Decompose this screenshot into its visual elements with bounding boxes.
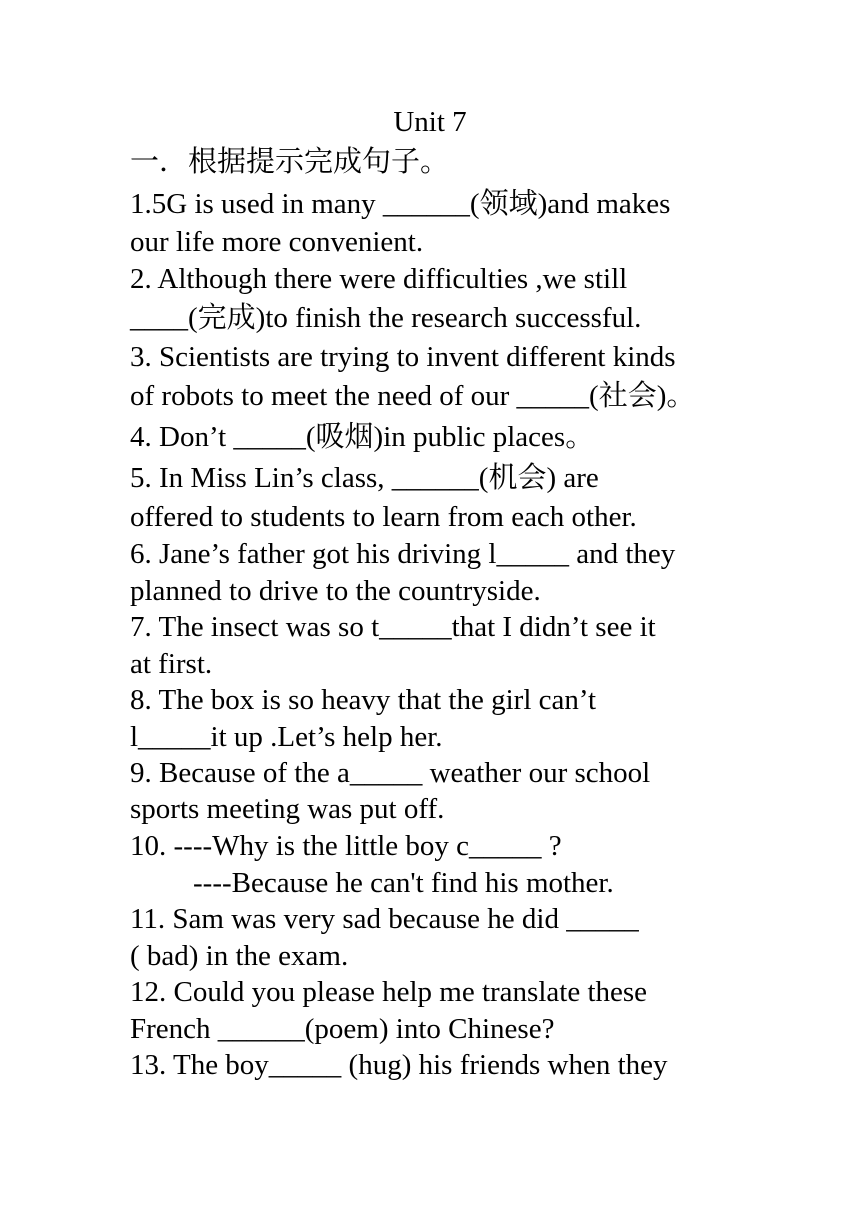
text-line: l_____it up .Let’s help her. (130, 721, 443, 753)
text-line: 1.5G is used in many ______(领域)and makes (130, 188, 671, 220)
text-line: French ______(poem) into Chinese? (130, 1013, 555, 1045)
text-line: 10. ----Why is the little boy c_____ ? (130, 830, 562, 862)
text-line: 5. In Miss Lin’s class, ______(机会) are (130, 462, 599, 494)
text-line: ----Because he can't find his mother. (193, 867, 614, 899)
text-line: ( bad) in the exam. (130, 940, 349, 972)
text-line: 13. The boy_____ (hug) his friends when they (130, 1049, 668, 1081)
text-line: our life more convenient. (130, 226, 424, 258)
page-title: Unit 7 (393, 106, 467, 138)
text-line: 3. Scientists are trying to invent different kinds (130, 341, 676, 373)
text-line: 7. The insect was so t_____that I didn’t see it (130, 611, 656, 643)
text-line: ____(完成)to finish the research successful. (130, 302, 642, 334)
text-line: 9. Because of the a_____ weather our school (130, 757, 651, 789)
text-line: 6. Jane’s father got his driving l_____ and they (130, 538, 676, 570)
section-heading: 一．根据提示完成句子。 (130, 146, 450, 178)
text-line: 12. Could you please help me translate these (130, 976, 648, 1008)
text-line: offered to students to learn from each other. (130, 501, 637, 533)
text-line: at first. (130, 648, 213, 680)
text-line: 11. Sam was very sad because he did _____ (130, 903, 639, 935)
text-line: 8. The box is so heavy that the girl can’t (130, 684, 597, 716)
text-line: sports meeting was put off. (130, 793, 445, 825)
text-line: 4. Don’t _____(吸烟)in public places。 (130, 421, 595, 453)
text-line: 2. Although there were difficulties ,we still (130, 263, 628, 295)
text-line: of robots to meet the need of our _____(社会)。 (130, 380, 696, 412)
text-line: planned to drive to the countryside. (130, 575, 541, 607)
